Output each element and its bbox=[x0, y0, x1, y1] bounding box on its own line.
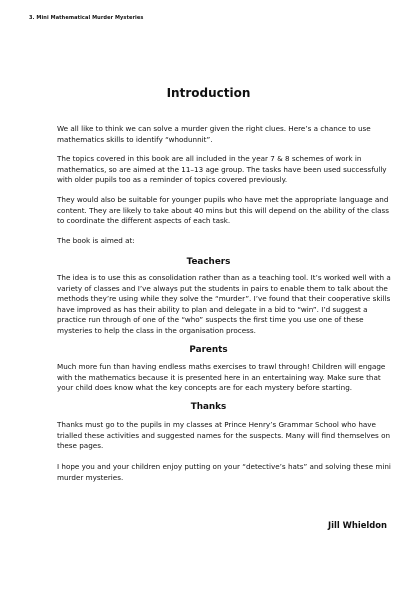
page-title: Introduction bbox=[166, 86, 251, 100]
thanks-paragraph: Thanks must go to the pupils in my classes at Prince Henry’s Grammar School who have trialled these activities and suggested names for the suspects. Many will find themselves on these pages. bbox=[57, 420, 391, 451]
section-heading-thanks: Thanks bbox=[190, 402, 227, 412]
intro-paragraph: We all like to think we can solve a murder given the right clues. Here’s a chance to use mathematics skills to identify “whodunnit”. bbox=[57, 124, 371, 144]
teachers-paragraph: The idea is to use this as consolidation rather than as a teaching tool. It’s worked well with a variety of classes and I’ve always put the students in pairs to enable them to talk about the methods they’re using while they solve the “murder”. I’ve found that their cooperative skills have improved as has their ability to plan and delegate in a bid to “win”. I’d suggest a practice run through of one of the “who” suspects the first time you use one of these mysteries to help the class in the organisation process. bbox=[57, 273, 391, 335]
section-heading-parents: Parents bbox=[189, 345, 228, 355]
running-head: 3. Mini Mathematical Murder Mysteries bbox=[29, 15, 144, 21]
parents-paragraph: Much more fun than having endless maths exercises to trawl through! Children will engage with the mathematics because it is presented here in an entertaining way. Make sure that your child does know what the key concepts are for each mystery before starting. bbox=[57, 362, 386, 393]
intro-paragraph: They would also be suitable for younger pupils who have met the appropriate language and content. They are likely to take about 40 mins but this will depend on the ability of the class to coordinate the different aspects of each task. bbox=[57, 195, 390, 226]
intro-paragraph: The topics covered in this book are all included in the year 7 & 8 schemes of work in mathematics, so are aimed at the 11–13 age group. The tasks have been used successfully with older pupils too as a reminder of topics covered previously. bbox=[57, 154, 387, 185]
section-heading-teachers: Teachers bbox=[186, 257, 231, 267]
intro-paragraph: The book is aimed at: bbox=[57, 236, 135, 245]
thanks-paragraph: I hope you and your children enjoy putting on your “detective’s hats” and solving these mini murder mysteries. bbox=[57, 462, 391, 482]
author-signature: Jill Whieldon bbox=[328, 520, 387, 530]
